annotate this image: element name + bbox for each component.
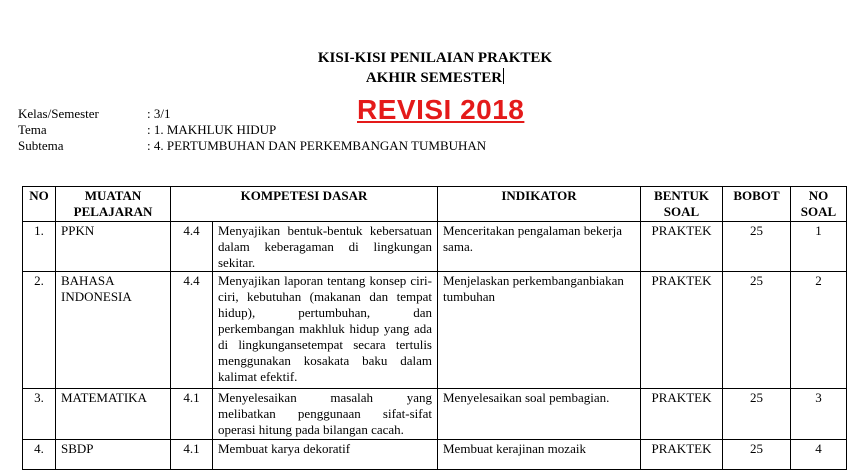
doc-subtitle-text: AKHIR SEMESTER <box>365 70 503 86</box>
revisi-label: REVISI 2018 <box>357 94 525 125</box>
row-muatan: BAHASA INDONESIA <box>56 272 171 389</box>
row-bentuk: PRAKTEK <box>641 272 723 389</box>
header-indikator: INDIKATOR <box>438 187 641 222</box>
row-bentuk: PRAKTEK <box>641 222 723 272</box>
row-no-soal: 3 <box>791 389 847 440</box>
row-no: 2. <box>23 272 56 389</box>
info-subtema <box>18 138 487 154</box>
doc-title: KISI-KISI PENILAIAN PRAKTEK <box>317 50 553 66</box>
row-muatan: PPKN <box>56 222 171 272</box>
row-indikator: Membuat kerajinan mozaik <box>438 440 641 470</box>
header-kd: KOMPETESI DASAR <box>171 187 438 222</box>
row-kd-no: 4.4 <box>171 222 213 272</box>
row-kd: Menyelesaikan masalah yang melibatkan penggunaan sifat-sifat operasi hitung pada bilangan cacah. <box>213 389 438 440</box>
row-bobot: 25 <box>723 272 791 389</box>
doc-subtitle <box>0 68 858 87</box>
table-row <box>23 440 847 470</box>
text-cursor <box>503 68 504 84</box>
info-label: Tema <box>18 122 47 137</box>
row-muatan: MATEMATIKA <box>56 389 171 440</box>
row-kd-no: 4.1 <box>171 440 213 470</box>
info-label: Kelas/Semester <box>18 106 99 121</box>
header-bobot: BOBOT <box>723 187 791 222</box>
row-no-soal: 2 <box>791 272 847 389</box>
header-bentuk: BENTUK SOAL <box>641 187 723 222</box>
row-no: 1. <box>23 222 56 272</box>
row-bobot: 25 <box>723 440 791 470</box>
row-bobot: 25 <box>723 389 791 440</box>
row-kd-no: 4.4 <box>171 272 213 389</box>
row-indikator: Menceritakan pengalaman bekerja sama. <box>438 222 641 272</box>
info-value: : 1. MAKHLUK HIDUP <box>147 122 277 137</box>
row-no: 3. <box>23 389 56 440</box>
info-tema <box>18 122 277 138</box>
info-kelas <box>18 106 171 122</box>
table-row <box>23 272 847 389</box>
row-kd: Membuat karya dekoratif <box>213 440 438 470</box>
row-indikator: Menjelaskan perkembanganbiakan tumbuhan <box>438 272 641 389</box>
row-kd-no: 4.1 <box>171 389 213 440</box>
info-value: : 3/1 <box>147 106 171 121</box>
row-no: 4. <box>23 440 56 470</box>
row-no-soal: 1 <box>791 222 847 272</box>
info-label: Subtema <box>18 138 64 153</box>
row-kd: Menyajikan bentuk-bentuk kebersatuan dalam keberagaman di lingkungan sekitar. <box>213 222 438 272</box>
row-kd: Menyajikan laporan tentang konsep ciri-ciri, kebutuhan (makanan dan tempat hidup), pertumbuhan, dan perkembangan makhluk hidup yang ada di lingkungansetempat secara tertulis menggunakan kosakata baku dalam kalimat efektif. <box>213 272 438 389</box>
row-muatan: SBDP <box>56 440 171 470</box>
row-no-soal: 4 <box>791 440 847 470</box>
table-row <box>23 389 847 440</box>
info-value: : 4. PERTUMBUHAN DAN PERKEMBANGAN TUMBUHAN <box>147 138 487 153</box>
row-bentuk: PRAKTEK <box>641 389 723 440</box>
row-indikator: Menyelesaikan soal pembagian. <box>438 389 641 440</box>
header-no-soal: NO SOAL <box>791 187 847 222</box>
kisi-kisi-table <box>22 186 847 470</box>
header-muatan: MUATAN PELAJARAN <box>56 187 171 222</box>
row-bobot: 25 <box>723 222 791 272</box>
row-bentuk: PRAKTEK <box>641 440 723 470</box>
table-row <box>23 222 847 272</box>
header-no: NO <box>23 187 56 222</box>
